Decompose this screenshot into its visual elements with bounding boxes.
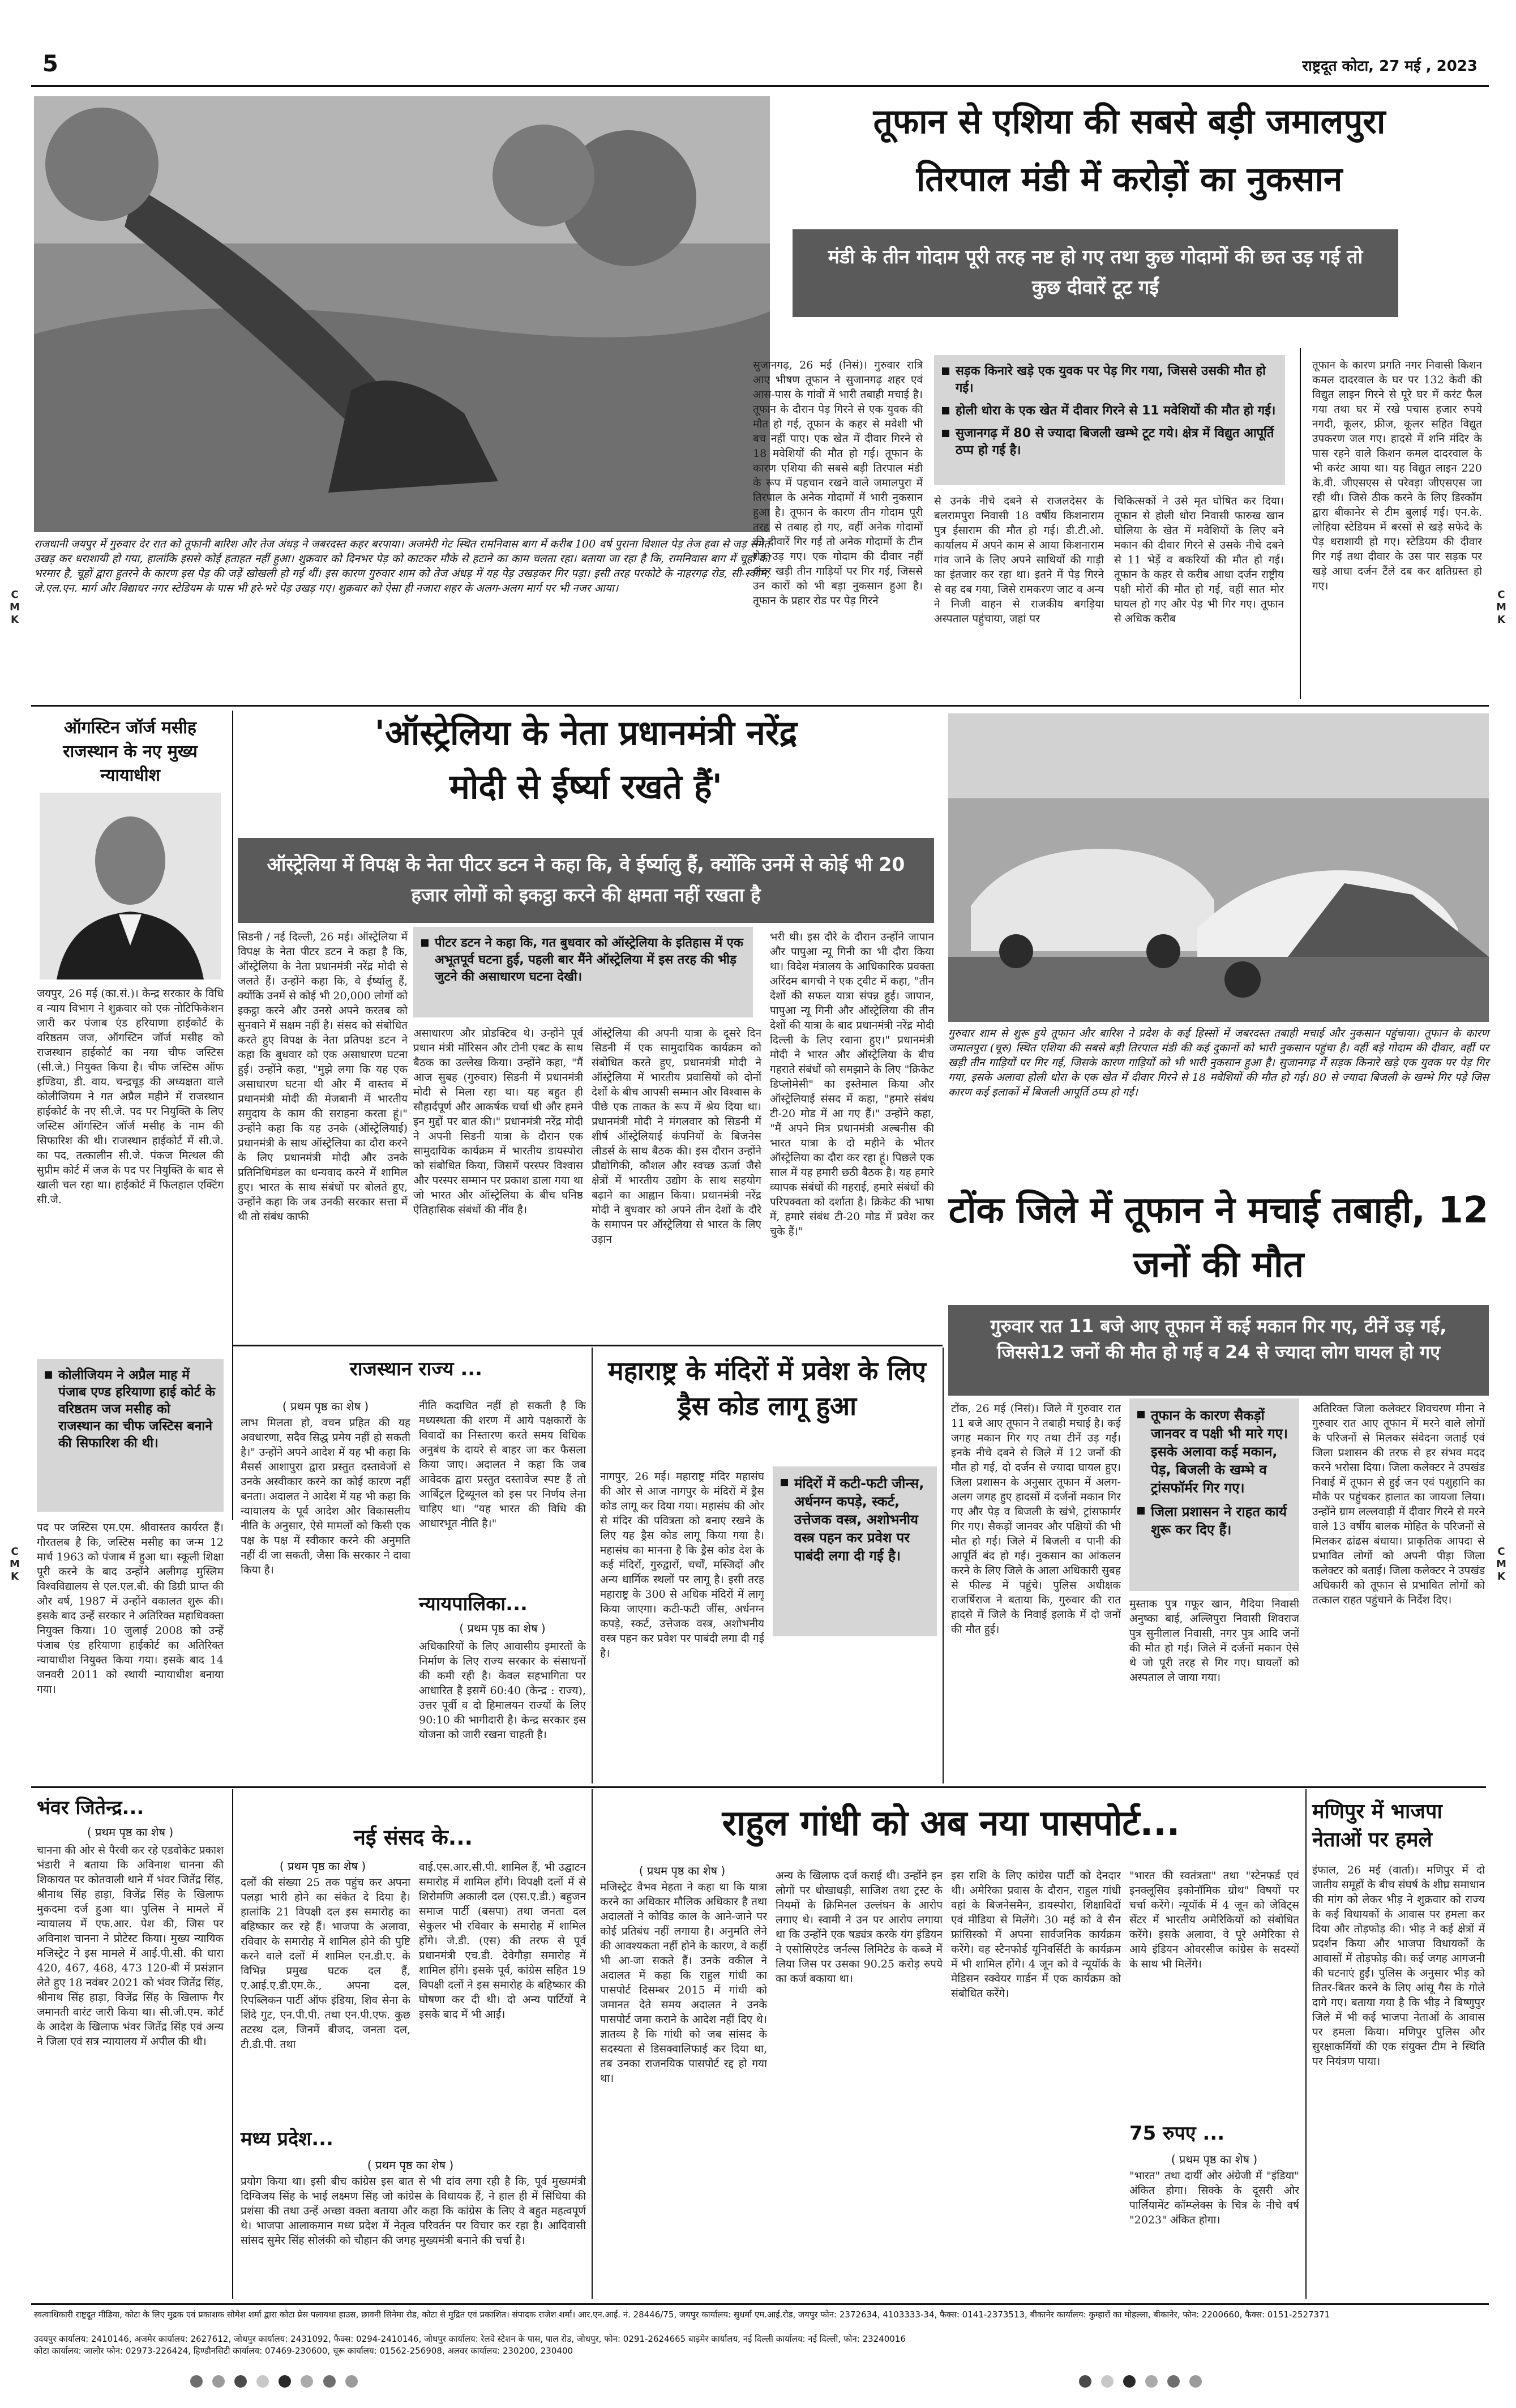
registration-mark-right-top: C M K bbox=[1496, 589, 1506, 626]
section-rule bbox=[31, 705, 1489, 707]
story9-continuation: ( प्रथम पृष्ठ का शेष ) bbox=[279, 1859, 366, 1873]
story1-body-col3: चिकित्सकों ने उसे मृत घोषित कर दिया। तूफान से होली धोरा निवासी फारुख खान घोलिया के खेत में मवेशियों के लिए बने मकान की दीवार गिरने से उसके नीचे दबने से 11 भेड़ें व बकरियों की मौत हो गई। तूफान के कहर से करीब आधा दर्जन राष्ट्रीय पक्षी मोरों की मौत हो गई, वहीं सात मोर घायल हो गए और पेड़ भी गिर गए। तूफान से अधिक करीब bbox=[1114, 495, 1284, 625]
story5-continuation: ( प्रथम पृष्ठ का शेष ) bbox=[459, 1622, 546, 1635]
story4-body-col1: लाभ मिलता हो, वचन प्रहित की यह अवधारणा, सदैव सिद्ध प्रमेय नहीं हो सकती है।" उन्होंने अपने आदेश में यह भी कहा कि मैसर्स आशापुरा द्वारा प्रस्तुत दस्तावेजों से उनके अस्वीकार करने का कोई कारण नहीं बनता। अदालत ने आदेश में यह भी कहा कि न्यायालय के पूर्व आदेश और विकासलीय नीति के अनुसार, ऐसे मामलों को किसी एक पक्ष के पक्ष में स्वीकार करने की अनुमति नहीं दी जा सकती, जैसा कि सरकार ने दावा किया है। bbox=[241, 1417, 410, 1576]
registration-dot bbox=[1145, 2375, 1158, 2388]
story2-body-col4: भरी थी। इस दौरे के दौरान उन्होंने जापान और पापुआ न्यू गिनी का भी दौरा किया था। विदेश मंत्रालय के आधिकारिक प्रवक्ता अरिंदम बागची ने एक ट्वीट में कहा, "तीन देशों की सफल यात्रा संपन्न हुई। जापान, पापुआ न्यू गिनी और ऑस्ट्रेलिया की तीन देशों की यात्रा के बाद प्रधानमंत्री नरेंद्र मोदी दिल्ली के लिए रवाना हुए।" प्रधानमंत्री मोदी ने भारत और ऑस्ट्रेलिया के बीच गहराते संबंधों को समझाने के लिए "क्रिकेट डिप्लोमेसी" का इस्तेमाल किया और ऑस्ट्रेलियाई संसद में कहा, "हमारे संबंध टी-20 मोड में आ गए हैं।" उन्होंने कहा, "मैं अपने मित्र प्रधानमंत्री अल्बनीस की भारत यात्रा के दो महीने के भीतर ऑस्ट्रेलिया का दौरा कर रहा हूं। पिछले एक साल में यह हमारी छठी बैठक है। यह हमारे व्यापक संबंधों की गहराई, हमारे संबंधों की परिपक्वता को दर्शाता है। क्रिकेट की भाषा में, हमारे संबंध टी-20 मोड में प्रवेश कर चुके हैं।" bbox=[770, 931, 934, 1238]
story7-body-col1: टोंक, 26 मई (निसं)। जिले में गुरुवार रात 11 बजे आए तूफान ने तबाही मचाई है। कई जगह मकान गिर गए तथा टीनें उड़ गईं। इनके नीचे दबने से जिले में 12 जनों की मौत हो गई, दो दर्जन से ज्यादा घायल हुए। जिला प्रशासन के अनुसार तूफान में अलग-अलग जगह हुए हादसों में दर्जनों मकान गिर गए और पेड़ व बिजली के खंभे, ट्रांसफार्मर गिर गए। सैकड़ों जानवर और पक्षियों की भी मौत हो गई। जिले में बिजली व पानी की आपूर्ति बंद हो गई। नुकसान का आंकलन करने के लिए जिले के आला अधिकारी सुबह से फील्ड में पहुंचे। पुलिस अधीक्षक राजर्षिराज ने बताया कि, गुरुवार की रात हादसे में जिले के निवाई इलाके में दो जनों की मौत हुई। bbox=[951, 1402, 1121, 1636]
registration-dot bbox=[1123, 2375, 1136, 2388]
story11-body-col3: इस राशि के लिए कांग्रेस पार्टी को देनदार थी। अमेरिका प्रवास के दौरान, राहुल गांधी वहां के बिजनेसमैन, डायस्पोरा, शिक्षाविदों एवं मीडिया से मिलेंगे। 30 मई को वे सैन फ्रांसिस्को में अपना सार्वजनिक कार्यक्रम करेंगे। वह स्टैनफोर्ड यूनिवर्सिटी के कार्यक्रम में भी शामिल होंगे। 4 जून को वे न्यूयॉर्क के मेडिसन स्क्वेयर गार्डन में एक कार्यक्रम को संबोधित करेंगे। bbox=[951, 1870, 1121, 2000]
registration-mark-right-bottom: C M K bbox=[1496, 1546, 1506, 1582]
story12-body: "भारत" तथा दायीं ओर अंग्रेजी में "इंडिया" अंकित होगा। सिक्के के दूसरी ओर पार्लियामेंट कॉम्प्लेक्स के चित्र के नीचे वर्ष "2023" अंकित होगा। bbox=[1129, 2170, 1299, 2226]
story8-continuation: ( प्रथम पृष्ठ का शेष ) bbox=[87, 1825, 174, 1839]
masthead-date: राष्ट्रदूत कोटा, 27 मई , 2023 bbox=[1302, 58, 1478, 75]
column-rule bbox=[232, 711, 233, 1520]
registration-dot bbox=[1101, 2375, 1114, 2388]
story5-headline: न्यायपालिका... bbox=[419, 1593, 528, 1615]
registration-dots-right bbox=[1076, 2375, 1415, 2392]
story8-headline: भंवर जितेन्द्र... bbox=[37, 1797, 144, 1819]
story7-headline: टोंक जिले में तूफान ने मचाई तबाही, 12 जनों की मौत bbox=[948, 1190, 1489, 1286]
imprint-line: कोटा कार्यालय: जालोर फोन: 02973-226424, हिण्डौनसिटी कार्यालय: 07469-230600, चूरू कार्यालय: 01562-256908, अलवर कार्यालय: 230200, 230400 bbox=[34, 2346, 573, 2356]
header-rule bbox=[31, 85, 1489, 87]
story6-highlight: मंदिरों में कटी-फटी जीन्स, अर्धनग्न कपड़े, स्कर्ट, उत्तेजक वस्त्र, अशोभनीय वस्त्र पहन कर प्रवेश पर पाबंदी लगा दी गई है। bbox=[781, 1474, 929, 1565]
story2-body-col3: ऑस्ट्रेलिया की अपनी यात्रा के दूसरे दिन सिडनी में एक सामुदायिक कार्यक्रम को संबोधित करते हुए, प्रधानमंत्री मोदी ने ऑस्ट्रेलिया में भारतीय प्रवासियों को दोनों देशों के बीच आपसी सम्मान और विश्वास के पीछे एक ताकत के रूप में श्रेय दिया था। प्रधानमंत्री मोदी ने मंगलवार को सिडनी में शीर्ष ऑस्ट्रेलियाई कंपनियों के बिजनेस लीडर्स के साथ बैठक की। इस दौरान उन्होंने प्रौद्योगिकी, कौशल और स्वच्छ ऊर्जा जैसे क्षेत्रों में भारतीय उद्योग के साथ सहयोग बढ़ाने का आह्वान किया। प्रधानमंत्री नरेंद्र मोदी ने बुधवार को अपने तीन देशों के दौरे के समापन पर ऑस्ट्रेलिया से भारत के लिए उड़ान bbox=[592, 1027, 761, 1246]
story12-continuation: ( प्रथम पृष्ठ का शेष ) bbox=[1171, 2153, 1258, 2166]
section-rule bbox=[232, 1345, 943, 1346]
story1-headline-line1: तूफान से एशिया की सबसे बड़ी जमालपुरा bbox=[873, 102, 1386, 142]
story6-headline: महाराष्ट्र के मंदिरों में प्रवेश के लिए ड्रैस कोड लागू हुआ bbox=[608, 1355, 926, 1421]
registration-dot bbox=[323, 2375, 336, 2388]
story10-body: प्रयोग किया था। इसी बीच कांग्रेस इस बात से भी दांव लगा रही है कि, पूर्व मुख्यमंत्री दिग्विजय सिंह के भाई लक्ष्मण सिंह जो कांग्रेस के विधायक हैं, ने हाल ही में सिंधिया की प्रशंसा की तथा उन्हें अच्छा वक्ता बताया और कहा कि कांग्रेस के लिए वे बहुत महत्वपूर्ण थे। भाजपा आलाकमान मध्य प्रदेश में नेतृत्व परिवर्तन पर विचार कर रहा है। आदिवासी सांसद सुमेर सिंह सोलंकी को चौहान की जगह मुख्यमंत्री बनाने की चर्चा है। bbox=[241, 2175, 586, 2247]
story2-highlight: पीटर डटन ने कहा कि, गत बुधवार को ऑस्ट्रेलिया के इतिहास में एक अभूतपूर्व घटना हुई, पहली बार मैंने ऑस्ट्रेलिया में इस तरह की भीड़ जुटने की असाधारण घटना देखी। bbox=[421, 935, 745, 986]
registration-dot bbox=[234, 2375, 247, 2388]
story1-body-col2: से उनके नीचे दबने से राजलदेसर के बलरामपुरा निवासी 18 वर्षीय किशनाराम पुत्र ईसाराम की मौत हो गई। डी.टी.ओ. कार्यालय में अपने काम से आया किशनाराम गांव जाने के लिए अपने साथियों की गाड़ी का इंतजार कर रहा था। इतने में पेड़ गिरने से वह दब गया, जिसे रामकरण जाट व अन्य ने निजी वाहन से राजकीय बगड़िया अस्पताल पहुंचाया, जहां पर bbox=[934, 495, 1104, 625]
story9-headline: नई संसद के... bbox=[353, 1825, 473, 1850]
story10-headline: मध्य प्रदेश... bbox=[241, 2128, 333, 2150]
story7-highlights-box bbox=[1129, 1398, 1299, 1591]
story2-headline-line1: 'ऑस्ट्रेलिया के नेता प्रधानमंत्री नरेंद्र bbox=[374, 713, 798, 753]
registration-dot bbox=[1167, 2375, 1180, 2388]
story7-body-col2: मुस्ताक पुत्र गफूर खान, गैदिया निवासी अनुष्का बाई, अल्लिपुरा निवासी शिवराज पुत्र सुनीलाल निवासी, नगर पुत्र आदि जनों की मौत हो गई। जिले में दर्जनों मकान ऐसे थे जो पूरी तरह से गिर गए। घायलों को अस्पताल ले जाया गया। bbox=[1129, 1598, 1299, 1684]
story2-body-col1: सिडनी / नई दिल्ली, 26 मई। ऑस्ट्रेलिया में विपक्ष के नेता पीटर डटन ने कहा है कि, ऑस्ट्रेलिया के नेता प्रधानमंत्री नरेंद्र मोदी से जलते हैं। उन्होंने कहा कि, वे ईर्ष्यालु हैं, क्योंकि उनमें से कोई भी 20,000 लोगों को इकट्ठा करने और उनसे अपने करतब को सुनवाने में सक्षम नहीं है। संसद को संबोधित करते हुए विपक्ष के नेता प्रतिपक्ष डटन ने कहा कि बुधवार को एक असाधारण घटना हुई। उन्होंने कहा, "मुझे लगा कि यह एक असाधारण घटना थी और मैं वास्तव में प्रधानमंत्री मोदी की मेजबानी में भारतीय समुदाय के काम की सराहना करता हूं।" उन्होंने कहा कि यह उनके (ऑस्ट्रेलियाई) प्रधानमंत्री के साथ ऑस्ट्रेलिया का दौरा करने के लिए प्रधानमंत्री मोदी और उनके प्रतिनिधिमंडल का धन्यवाद करने में शामिल हुए। भारत के साथ संबंधों पर बोलते हुए, उन्होंने कहा कि जब उनकी सरकार सत्ता में थी तो संबंध काफी bbox=[238, 931, 408, 1223]
section-rule bbox=[943, 1786, 1486, 1788]
page-number: 5 bbox=[42, 51, 58, 77]
story1-highlight: सुजानगढ़ में 80 से ज्यादा बिजली खम्भे टूट गये। क्षेत्र में विद्युत आपूर्ति ठप्प हो गई है। bbox=[942, 425, 1277, 459]
story13-body: इंफाल, 26 मई (वार्ता)। मणिपुर में दो जातीय समूहों के बीच संघर्ष के शीघ्र समाधान की मांग को लेकर भीड़ ने शुक्रवार को राज्य के कई विधायकों के आवास पर हमला कर दिया और तोड़फोड़ की। भीड़ ने कई क्षेत्रों में प्रदर्शन किया और भाजपा विधायकों के आवासों में तोड़फोड़ की। कई जगह आगजनी की घटनाएं हुईं। पुलिस के अनुसार भीड़ को तितर-बितर करने के लिए आंसू गैस के गोले दागे गए। बताया गया है कि भीड़ ने बिष्णुपुर जिले में भी कई भाजपा नेताओं के आवास पर हमला किया। मणिपुर पुलिस और सुरक्षाकर्मियों की एक संयुक्त टीम ने स्थिति पर नियंत्रण पाया। bbox=[1312, 1864, 1485, 2068]
story11-body-col4: "भारत की स्वतंत्रता" तथा "स्टेनफर्ड एवं इनक्लूसिव इकोनॉमिक ग्रोथ" विषयों पर चर्चा करेंगे। न्यूयॉर्क में 4 जून को जेविट्स सेंटर में भारतीय अमेरिकियों को संबोधित करेंगे। इसके अलावा, वे पूरे अमेरिका से आये इंडियन ओवरसीज कांग्रेस के सदस्यों के साथ भी मिलेंगे। bbox=[1129, 1870, 1299, 1970]
fallen-tree-photo bbox=[34, 96, 770, 532]
footer-rule bbox=[31, 2303, 1489, 2305]
registration-dot bbox=[301, 2375, 313, 2388]
justice-portrait-photo bbox=[40, 793, 221, 980]
story4-body-col2: नीति कदाचित नहीं हो सकती है कि मध्यस्थता की शरण में आये पक्षकारों के विवादों का निस्तारण करते समय विधिक अनुबंध के दायरे से बाहर जा कर फैसला किया जाए। अदालत ने कहा कि जब आवेदक द्वारा प्रस्तुत दस्तावेज स्पष्ट हैं तो आर्बिट्रल ट्रिब्यूनल को इस पर निर्णय लेना चाहिए था। "यह भारत की विधि की आधारभूत नीति है।" bbox=[419, 1400, 586, 1530]
story6-highlight-box bbox=[773, 1466, 937, 1636]
story3-body-top: जयपुर, 26 मई (का.सं.)। केन्द्र सरकार के विधि व न्याय विभाग ने शुक्रवार को एक नोटिफिकेशन जारी कर पंजाब एंड हरियाणा हाईकोर्ट के वरिष्ठतम जज, ऑगस्टिन जॉर्ज मसीह को राजस्थान हाईकोर्ट का नया चीफ जस्टिस (सी.जे.) नियुक्त किया है। चीफ जस्टिस ऑफ इण्डिया, डी. वाय. चन्द्रचूड़ की अध्यक्षता वाले कोलीजियम ने गत अप्रैल महीने में राजस्थान हाईकोर्ट के नए सी.जे. पद पर नियुक्ति के लिए जस्टिस ऑगस्टिन जॉर्ज मसीह के नाम की सिफारिश की थी। राजस्थान हाईकोर्ट में सी.जे. का पद, तत्कालीन सी.जे. पंकज मित्थल की सुप्रीम कोर्ट में जज के पद पर नियुक्ति के बाद से खाली चल रहा था। हाईकोर्ट में फिलहाल एक्टिंग सी.जे. bbox=[37, 987, 224, 1206]
column-rule bbox=[592, 1789, 593, 2299]
registration-dot bbox=[279, 2375, 291, 2388]
story11-body-col2: अन्य के खिलाफ दर्ज कराई थी। उन्होंने इन लोगों पर धोखाधड़ी, साजिश तथा ट्रस्ट के नियमों के क्रिमिनल उल्लंघन के आरोप लगाए थे। स्वामी ने उन पर आरोप लगाया था कि उन्होंने एक षड्यंत्र करके यंग इंडियन ने एसोसिएटेड जर्नल्स लिमिटेड के कब्जे में लिया जिस पर उसका 90.25 करोड़ रुपये का कर्ज बकाया था। bbox=[776, 1870, 943, 1985]
registration-dot bbox=[345, 2375, 358, 2388]
registration-mark-left-bottom: C M K bbox=[10, 1546, 20, 1582]
story5-body: अधिकारियों के लिए आवासीय इमारतों के निर्माण के लिए राज्य सरकार के संसाधनों की कमी रही है। केवल सहभागिता पर आधारित है इसमें 60:40 (केन्द्र : राज्य), उत्तर पूर्वी व दो हिमालयन राज्यों के लिए 90:10 की भागीदारी है। केन्द्र सरकार इस योजना को जारी रखना चाहती है। bbox=[419, 1640, 586, 1741]
registration-dots-left bbox=[187, 2375, 696, 2392]
story3-body-bottom: पद पर जस्टिस एम.एम. श्रीवास्तव कार्यरत हैं। गौरतलब है कि, जस्टिस मसीह का जन्म 12 मार्च 1963 को पंजाब में हुआ था। स्कूली शिक्षा पूरी करने के बाद उन्होंने अलीगढ़ मुस्लिम विश्वविद्यालय से एल.एल.बी. की डिग्री प्राप्त की और वर्ष, 1987 में उन्होंने वकालत शुरू की। इसके बाद उन्हें सरकार ने अतिरिक्त महाधिवक्ता नियुक्त किया। 10 जुलाई 2008 को उन्हें पंजाब एंड हरियाणा हाईकोर्ट का अतिरिक्त न्यायाधीश नियुक्त किया गया। इसके बाद 14 जनवरी 2011 को स्थायी न्यायाधीश बनाया गया। bbox=[37, 1521, 224, 1696]
crushed-cars-photo bbox=[948, 713, 1489, 1022]
story8-body: चानना की ओर से पैरवी कर रहे एडवोकेट प्रकाश भंडारी ने बताया कि अविनाश चानना की शिकायत पर कोतवाली थाने में भंवर जितेंद्र सिंह, श्रीनाथ सिंह हाड़ा, विजेंद्र सिंह के खिलाफ मुकदमा दर्ज हुआ था। पुलिस ने मामले में न्यायालय में एफ.आर. पेश की, जिस पर अविनाश चानना ने प्रोटेस्ट किया। मुख्य न्यायिक मजिस्ट्रेट ने इस मामले में आई.पी.सी. की धारा 420, 467, 468, 473 120-बी में प्रसंज्ञान लेते हुए 18 नवंबर 2021 को भंवर जितेंद्र सिंह, श्रीनाथ सिंह हाड़ा, विजेंद्र सिंह के खिलाफ गैर जमानती वारंट जारी किया था। सी.जी.एम. कोर्ट के आदेश के खिलाफ भंवर जितेंद्र सिंह एवं अन्य ने जिला एवं सत्र न्यायालय में अपील की थी। bbox=[37, 1844, 224, 2048]
story7-highlight: जिला प्रशासन ने राहत कार्य शुरू कर दिए हैं। bbox=[1137, 1503, 1291, 1539]
story2-highlight-box bbox=[413, 927, 753, 1017]
story10-continuation: ( प्रथम पृष्ठ का शेष ) bbox=[367, 2158, 454, 2172]
story1-headline-line2: तिरपाल मंडी में करोड़ों का नुकसान bbox=[916, 160, 1343, 199]
fallen-tree-caption: राजधानी जयपुर में गुरुवार देर रात को तूफानी बारिश और तेज अंधड़ ने जबरदस्त कहर बरपाया। अजमेरी गेट स्थित रामनिवास बाग में करीब 100 वर्ष पुराना विशाल पेड़ तेज हवा से जड़ समेत उखड़ कर धराशायी हो गया, हालांकि इससे कोई हताहत नहीं हुआ। शुक्रवार को दिनभर पेड़ को काटकर मौके से हटाने का काम चलता रहा। बताया जा रहा है कि, रामनिवास बाग में चूहों की भरमार है, चूहों द्वारा हुतरने के कारण इस पेड़ की जड़ें खोखली हो गई थीं। इस कारण गुरुवार शाम को तेज अंधड़ में यह पेड़ उखड़कर गिर पड़ा। इसी तरह परकोटे के नाहरगढ़ रोड, सी-स्कीम, जे.एल.एन. मार्ग और विद्याधर नगर स्टेडियम के पास भी हरे-भरे पेड़ उखड़ गए। शुक्रवार को ऐसा ही नजारा शहर के अलग-अलग मार्ग पर भी नजर आया। bbox=[34, 538, 770, 594]
registration-mark-left-top: C M K bbox=[10, 589, 20, 626]
story1-body-col1: सुजानगढ़, 26 मई (निसं)। गुरुवार रात्रि आए भीषण तूफान ने सुजानगढ़ शहर एवं आस-पास के गांवों में भारी तबाही मचाई है। तूफान के दौरान पेड़ गिरने से एक युवक की मौत हो गई, तूफान के कहर से मवेशी भी बच नहीं पाए। एक खेत में दीवार गिरने से 18 मवेशियों की मौत हो गई। तूफान के कारण एशिया की सबसे बड़ी तिरपाल मंडी के रूप में पहचान रखने वाले जमालपुरा में तिरपाल के अनेक गोदामों में भारी नुकसान हुआ है। तूफान के कारण तीन गोदाम पूरी तरह से तबाह हो गए, वहीं अनेक गोदामों की दीवारें गिर गईं तो अनेक गोदामों के टीन शेड उड़ गए। एक गोदाम की दीवार नहीं अंदर खड़ी तीन गाड़ियों पर गिर गई, जिससे उन कारों को भी बड़ा नुकसान हुआ है। तूफान के प्रहार रोड पर पेड़ गिरने bbox=[753, 359, 923, 607]
story9-body-col2: वाई.एस.आर.सी.पी. शामिल हैं, भी उद्घाटन समारोह में शामिल होंगे। विपक्षी दलों में से शिरोमणि अकाली दल (एस.ए.डी.) बहुजन समाज पार्टी (बसपा) तथा जनता दल सेकुलर भी रविवार के समारोह में शामिल होंगे। जे.डी. (एस) की तरफ से पूर्व प्रधानमंत्री एच.डी. देवेगौड़ा समारोह में शामिल होंगे। इसके पूर्व, कांग्रेस सहित 19 विपक्षी दलों ने इस समारोह के बहिष्कार की घोषणा कर दी थी। दो अन्य पार्टियों ने इसके बाद में भी आईं। bbox=[419, 1861, 586, 2021]
story2-body-col2: असाधारण और प्रोडक्टिव थे। उन्होंने पूर्व प्रधान मंत्री मॉरिसन और टोनी एबट के साथ बैठक का उल्लेख किया। उन्होंने कहा, "मैं आज सुबह (गुरुवार) सिडनी में प्रधानमंत्री मोदी से मिला रहा था। यह बहुत ही सौहार्दपूर्ण और आकर्षक चर्चा थी और हमने इन मुद्दों पर बात की।" प्रधानमंत्री नरेंद्र मोदी ने अपनी सिडनी यात्रा के दौरान एक सामुदायिक कार्यक्रम में भारतीय डायस्पोरा को संबोधित किया, जिसमें परस्पर विश्वास और परस्पर सम्मान पर प्रकाश डाला गया था जो भारत और ऑस्ट्रेलिया के बीच घनिष्ठ ऐतिहासिक संबंधों की नींव है। bbox=[413, 1027, 583, 1216]
story13-headline: मणिपुर में भाजपा नेताओं पर हमले bbox=[1312, 1800, 1442, 1851]
story3-headline: ऑगस्टिन जॉर्ज मसीह राजस्थान के नए मुख्य न्यायाधीश bbox=[63, 718, 198, 785]
registration-dot bbox=[190, 2375, 203, 2388]
story1-highlights-box bbox=[934, 355, 1285, 485]
story7-highlight: तूफान के कारण सैकड़ों जानवर व पक्षी भी मारे गए। इसके अलावा कई मकान, पेड़, बिजली के खम्भे व ट्रांसफॉर्मर गिर गए। bbox=[1137, 1406, 1291, 1497]
page-header bbox=[31, 48, 1486, 82]
story1-subhead: मंडी के तीन गोदाम पूरी तरह नष्ट हो गए तथा कुछ गोदामों की छत उड़ गई तो कुछ दीवारें टूट गईं bbox=[793, 229, 1398, 317]
registration-dot bbox=[1079, 2375, 1091, 2388]
story9-body-col1: दलों की संख्या 25 तक पहुंच कर अपना पलड़ा भारी होने का संकेत दे दिया है। हालांकि 21 विपक्षी दल इस समारोह का बहिष्कार कर रहे हैं। भाजपा के अलावा, रविवार के समारोह में शामिल होने की पुष्टि करने वाले दलों में शामिल एन.डी.ए. के विभिन्न प्रमुख घटक दल हैं, ए.आई.ए.डी.एम.के., अपना दल, रिपब्लिकन पार्टी ऑफ इंडिया, शिव सेना के शिंदे गुट, एन.पी.पी. तथा एन.पी.एफ. कुछ तटस्थ दल, जिनमें बीजद, जनता दल, टी.डी.पी. तथा bbox=[241, 1876, 410, 2051]
story1-highlight: सड़क किनारे खड़े एक युवक पर पेड़ गिर गया, जिससे उसकी मौत हो गई। bbox=[942, 363, 1277, 397]
story11-headline: राहुल गांधी को अब नया पासपोर्ट... bbox=[722, 1802, 1180, 1844]
story4-headline: राजस्थान राज्य ... bbox=[349, 1358, 483, 1380]
story3-highlight: कोलीजियम ने अप्रैल माह में पंजाब एण्ड हरियाणा हाई कोर्ट के वरिष्ठतम जज मसीह को राजस्थान का चीफ जस्टिस बनाने की सिफारिश की थी। bbox=[45, 1367, 216, 1452]
story12-headline: 75 रुपए ... bbox=[1129, 2122, 1225, 2145]
story11-continuation: ( प्रथम पृष्ठ का शेष ) bbox=[639, 1864, 726, 1877]
story2-headline-line2: मोदी से ईर्ष्या रखते हैं' bbox=[449, 767, 723, 807]
story3-highlight-box bbox=[37, 1359, 224, 1512]
registration-dot bbox=[256, 2375, 269, 2388]
crushed-cars-caption: गुरुवार शाम से शुरू हुये तूफान और बारिश ने प्रदेश के कई हिस्सों में जबरदस्त तबाही मचाई और नुकसान पहुंचाया। तूफान के कारण जमालपुरा (चूरु) स्थित एशिया की सबसे बड़ी तिरपाल मंडी की कई दुकानों को भारी नुकसान पहुंचा है। वहीं बड़े गोदाम की दीवार, वहीं पर खड़ी तीन गाड़ियों पर गिर गई, जिसके कारण गाड़ियों को भी भारी नुकसान हुआ है। सुजानगढ़ में सड़क किनारे खड़े एक युवक पर पेड़ गिर गया, इसके अलावा होली धोरा के एक खेत में दीवार गिरने से 18 मवेशियों की मौत हो गई। 80 से ज्यादा बिजली के खम्भे गिर पड़े जिस कारण कई इलाकों में बिजली आपूर्ति ठप्प हो गई। bbox=[948, 1027, 1489, 1098]
story7-subhead: गुरुवार रात 11 बजे आए तूफान में कई मकान गिर गए, टीनें उड़ गई, जिससे12 जनों की मौत हो गई व 24 से ज्यादा लोग घायल हो गए bbox=[948, 1305, 1489, 1396]
registration-dot bbox=[212, 2375, 225, 2388]
column-rule bbox=[943, 1348, 944, 1783]
column-rule bbox=[1305, 1789, 1307, 2299]
registration-dot bbox=[1189, 2375, 1202, 2388]
story1-highlight: होली धोरा के एक खेत में दीवार गिरने से 11 मवेशियों की मौत हो गई। bbox=[942, 403, 1277, 420]
imprint-line: स्वत्वाधिकारी राष्ट्रदूत मीडिया, कोटा के लिए मुद्रक एवं प्रकाशक सोमेश शर्मा द्वारा कोटा प्रेस पलायथा हाउस, छावनी सिनेमा रोड, कोटा से मुद्रित एवं प्रकाशित। संपादक राजेश शर्मा। आर.एन.आई. नं. 28446/75, जयपुर कार्यालय: सुधर्मा एम.आई.रोड, जयपुर फोन: 2372634, 4103333-34, फैक्स: 0141-2373513, बीकानेर कार्यालय: कुम्हारों का मोहल्ला, बीकानेर, फोन: 2200660, फैक्स: 0151-2527371 bbox=[34, 2309, 1330, 2320]
column-rule bbox=[232, 1789, 233, 2299]
column-rule bbox=[1300, 348, 1301, 699]
story1-body-col4: तूफान के कारण प्रगति नगर निवासी किशन कमल दादरवाल के घर पर 132 केवी की विद्युत लाइन गिरने से पूरे घर में करंट फैल गया तथा घर में रखे पचास हजार रुपये नगदी, कूलर, फ्रीज, कूलर सहित विद्युत उपकरण जल गए। हादसे में शनि मंदिर के पास रहने वाले किशन कमल दादरवाल के भी करंट आया था। यह विद्युत लाइन 220 के.वी. जीएसएस से परेवड़ा जीएसएस जा रही थी। जिसे ठीक करने के लिए डिस्कॉम द्वारा बीकानेर से टीम बुलाई गई। एन.के. लोहिया स्टेडियम में बरसों से खड़े सफेदे के पेड़ धराशायी हो गए। स्टेडियम की दीवार गिर गई तथा दीवार के उस पार सड़क पर खड़े आधा दर्जन टैंले दब कर क्षतिग्रस्त हो गए। bbox=[1312, 359, 1482, 592]
section-rule bbox=[31, 1786, 943, 1788]
story4-continuation: ( प्रथम पृष्ठ का शेष ) bbox=[282, 1400, 369, 1413]
story6-body: नागपुर, 26 मई। महाराष्ट्र मंदिर महासंघ की ओर से आज नागपुर के मंदिरों में ड्रैस कोड लागू कर दिया गया। महासंघ की ओर से मंदिर की पवित्रता को बनाए रखने के लिए यह ड्रैस कोड लागू किया गया है। महासंघ का मानना है कि ड्रैस कोड देश के कई मंदिरों, गुरुद्वारों, चर्चों, मस्जिदों और अन्य धार्मिक स्थलों पर लागू है। इसी तरह महाराष्ट्र के 300 से अधिक मंदिरों में लागू किया जाएगा। कटी-फटी जींस, अर्धनग्न कपड़े, स्कर्ट, उत्तेजक वस्त्र, अशोभनीय वस्त्र पहन कर प्रवेश पर पाबंदी लगा दी गई है। bbox=[600, 1470, 764, 1659]
story7-body-col3: अतिरिक्त जिला कलेक्टर शिवचरण मीना ने गुरुवार रात आए तूफान में मरने वाले लोगों के परिजनों से मिलकर संवेदना जताई एवं जिला प्रशासन की तरफ से हर संभव मदद करने भरोसा दिया। जिला कलेक्टर ने उपखंड निवाई में तूफान से हुई जन एवं पशुहानि का मौके पर पहुंचकर हालात का जायजा लिया। उन्होंने ग्राम लल्लवाड़ी में दीवार गिरने से मरने वाले 13 वर्षीय बालक मोहित के परिजनों से मिलकर ढांढस बंधाया। प्राकृतिक आपदा से प्रभावित लोगों को अपनी पीड़ा जिला कलेक्टर को बताई। जिला कलेक्टर ने उपखंड अधिकारी को तूफान से प्रभावित लोगों को तत्काल राहत पहुंचाने के निर्देश दिए। bbox=[1312, 1402, 1485, 1606]
column-rule bbox=[592, 1348, 593, 1783]
story2-subhead: ऑस्ट्रेलिया में विपक्ष के नेता पीटर डटन ने कहा कि, वे ईर्ष्यालु हैं, क्योंकि उनमें से कोई भी 20 हजार लोगों को इकट्ठा करने की क्षमता नहीं रखता है bbox=[238, 838, 934, 923]
imprint-line: उदयपुर कार्यालय: 2410146, अजमेर कार्यालय: 2627612, जोधपुर कार्यालय: 2431092, फैक्स: 0294-2410146, जोधपुर कार्यालय: रेलवे स्टेशन के पास, पाल रोड, जोधपुर, फोन: 0291-2624665 बाड़मेर कार्यालय, नई दिल्ली कार्यालय: नई दिल्ली, फोन: 23240016 bbox=[34, 2334, 906, 2344]
story11-body-col1: मजिस्ट्रेट वैभव मेहता ने कहा था कि यात्रा करने का अधिकार मौलिक अधिकार है तथा अदालतों ने कोविड काल के आने-जाने पर कोई प्रतिबंध नहीं लगाया है। अनुमति लेने की आवश्यकता नहीं होने के कारण, वे कहीं भी आ-जा सकते हैं। उनके वकील ने अदालत में कहा कि राहुल गांधी का पासपोर्ट दिसम्बर 2015 में गांधी को जमानत देते समय अदालत ने उनके पासपोर्ट जमा कराने के आदेश नहीं दिए थे। ज्ञातव्य है कि गांधी को जब सांसद के सदस्यता से डिसक्वालिफाई कर दिया था, तब उनका राजनयिक पासपोर्ट रद्द हो गया था। bbox=[600, 1881, 767, 2085]
